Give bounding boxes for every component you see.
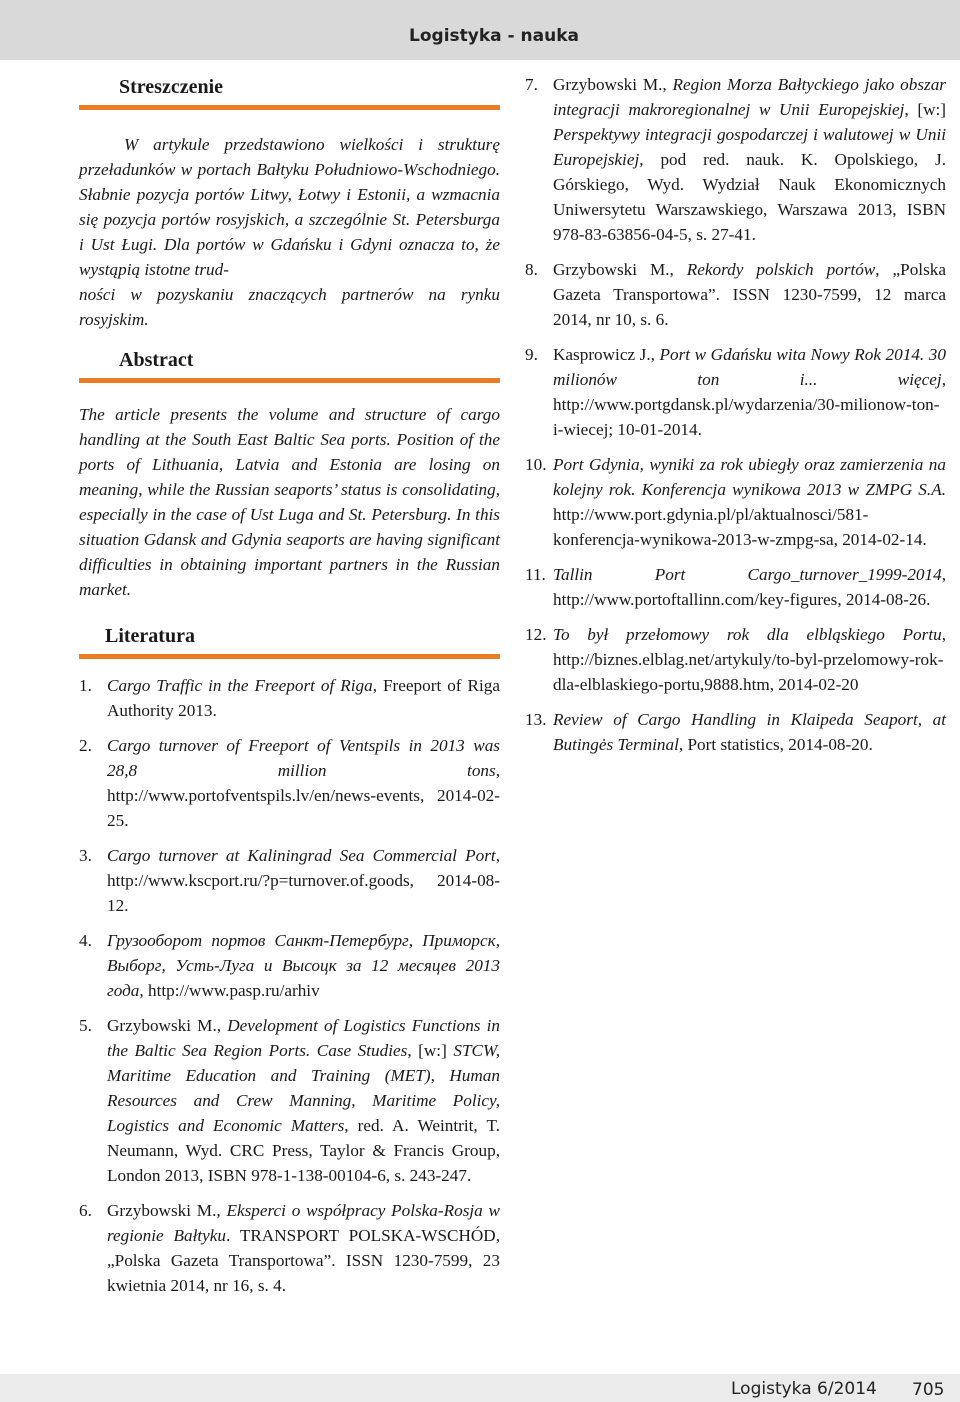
reference-text: , http://www.portoftallinn.com/key-figures, 2014-08-26. — [553, 565, 946, 609]
reference-title: Eksperci o współpracy Polska-Rosja w regionie Bałtyku — [107, 1201, 500, 1245]
reference-text: , red. A. Weintrit, T. Neumann, Wyd. CRC Press, Taylor & Francis Group, London 2013, ISBN 978-1-138-00104-6, s. 243-247. — [107, 1116, 500, 1185]
reference-item — [525, 622, 946, 697]
reference-text: Grzybowski M., — [107, 1201, 227, 1220]
reference-title: Cargo turnover of Freeport of Ventspils in 2013 was 28,8 million tons — [107, 736, 500, 780]
abstract-text: The article presents the volume and structure of cargo handling at the South East Baltic Sea ports. Position of the ports of Lithuania, Latvia and Estonia are losing on meaning, while the Russian seaports’ status is consolidating, especially in the case of Ust Luga and St. Petersburg. In this situation Gdansk and Gdynia seaports are having significant difficulties in obtaining important partners in the Russian market. — [79, 405, 500, 599]
reference-item — [79, 673, 500, 723]
reference-number: 7. — [525, 75, 538, 94]
reference-text: , http://www.portofventspils.lv/en/news-events, 2014-02-25. — [107, 761, 500, 830]
reference-number: 1. — [79, 676, 92, 695]
left-column — [79, 70, 500, 1308]
reference-number: 4. — [79, 931, 92, 950]
reference-title: Rekordy polskich portów — [686, 260, 876, 279]
reference-number: 10. — [525, 455, 547, 474]
reference-title: Tallin Port Cargo_turnover_1999-2014 — [553, 565, 942, 584]
reference-number: 12. — [525, 625, 547, 644]
reference-title: Perspektywy integracji gospodarczej i walutowej w Unii Europejskiej — [553, 125, 946, 169]
footer-issue: Logistyka 6/2014 — [731, 1379, 877, 1399]
reference-title: Region Morza Bałtyckiego jako obszar integracji makroregionalnej w Unii Europejskiej — [553, 75, 946, 119]
reference-text: , http://www.portgdansk.pl/wydarzenia/30-milionow-ton-i-wiecej; 10-01-2014. — [553, 370, 946, 439]
reference-title: Port w Gdańsku wita Nowy Rok 2014. 30 milionów ton i... więcej — [553, 345, 946, 389]
page-number: 705 — [912, 1380, 945, 1400]
right-column — [525, 72, 946, 767]
reference-text: , http://biznes.elblag.net/artykuly/to-byl-przelomowy-rok-dla-elblaskiego-portu,9888.htm, 2014-02-20 — [553, 625, 946, 694]
reference-item — [79, 1013, 500, 1188]
reference-item — [525, 257, 946, 332]
abstract-section — [79, 348, 500, 602]
literatura-rule — [79, 654, 500, 659]
reference-number: 6. — [79, 1201, 92, 1220]
reference-item — [79, 733, 500, 833]
reference-item — [525, 707, 946, 757]
reference-title: Port Gdynia, wyniki za rok ubiegły oraz zamierzenia na kolejny rok. Konferencja wynikowa 2013 w ZMPG S.A. — [553, 455, 946, 499]
journal-title: Logistyka - nauka — [409, 26, 579, 46]
reference-number: 8. — [525, 260, 538, 279]
reference-text: . TRANSPORT POLSKA-WSCHÓD, „Polska Gazeta Transportowa”. ISSN 1230-7599, 23 kwietnia 2014, nr 16, s. 4. — [107, 1226, 500, 1295]
reference-text: Grzybowski M., — [553, 260, 687, 279]
reference-text: , http://www.kscport.ru/?p=turnover.of.goods, 2014-08-12. — [107, 846, 500, 915]
reference-text: , Port statistics, 2014-08-20. — [678, 735, 873, 754]
reference-number: 13. — [525, 710, 547, 729]
reference-text: , [w:] — [904, 100, 946, 119]
reference-text: Kasprowicz J., — [553, 345, 660, 364]
reference-title: To był przełomowy rok dla elbląskiego Portu — [553, 625, 942, 644]
abstract-heading: Abstract — [119, 349, 194, 371]
reference-text: , [w:] — [407, 1041, 454, 1060]
reference-number: 5. — [79, 1016, 92, 1035]
reference-number: 3. — [79, 846, 92, 865]
abstract-rule — [79, 378, 500, 383]
reference-title: Cargo Traffic in the Freeport of Riga — [107, 676, 373, 695]
reference-item — [525, 562, 946, 612]
streszczenie-text — [79, 132, 500, 332]
reference-title: Cargo turnover at Kaliningrad Sea Commercial Port — [107, 846, 496, 865]
reference-item — [525, 452, 946, 552]
streszczenie-rule — [79, 105, 500, 110]
reference-title: STCW, Maritime Education and Training (MET), Human Resources and Crew Manning, Maritime Policy, Logistics and Economic Matters — [107, 1041, 500, 1135]
reference-title: Review of Cargo Handling in Klaipeda Seaport, at Butingės Terminal — [553, 710, 946, 754]
reference-number: 9. — [525, 345, 538, 364]
reference-number: 2. — [79, 736, 92, 755]
streszczenie-heading: Streszczenie — [119, 76, 224, 98]
reference-item — [79, 843, 500, 918]
reference-number: 11. — [525, 565, 546, 584]
reference-text: http://www.port.gdynia.pl/pl/aktualnosci/581-konferencja-wynikowa-2013-w-zmpg-sa, 2014-02-14. — [553, 505, 927, 549]
reference-text: Grzybowski M., — [107, 1016, 228, 1035]
streszczenie-text-a: W artykule przedstawiono wielkości i strukturę przeładunków w portach Bałtyku Południowo-Wschodniego. Słabnie pozycja portów Litwy, Łotwy i Estonii, a wzmacnia się pozycja portów rosyjskich, a szczególnie St. Petersburga i Ust Ługi. Dla portów w Gdańsku i Gdyni oznacza to, że wystąpią istotne trud- — [79, 135, 500, 279]
reference-text: Grzybowski M., — [553, 75, 673, 94]
reference-list-left — [79, 673, 500, 1298]
reference-text: , pod red. nauk. K. Opolskiego, J. Górskiego, Wyd. Wydział Nauk Ekonomicznych Uniwersytetu Warszawskiego, Warszawa 2013, ISBN 978-83-63856-04-5, s. 27-41. — [553, 150, 946, 244]
reference-item — [525, 342, 946, 442]
literatura-section — [79, 624, 500, 1298]
reference-item — [79, 928, 500, 1003]
streszczenie-section — [79, 75, 500, 332]
reference-text: , Freeport of Riga Authority 2013. — [107, 676, 500, 720]
reference-item — [525, 72, 946, 247]
reference-text: , „Polska Gazeta Transportowa”. ISSN 1230-7599, 12 marca 2014, nr 10, s. 6. — [553, 260, 946, 329]
reference-text: , http://www.pasp.ru/arhiv — [139, 981, 320, 1000]
reference-list-right — [525, 72, 946, 757]
literatura-heading: Literatura — [105, 625, 195, 647]
streszczenie-text-b: ności w pozyskaniu znaczących partnerów na rynku rosyjskim. — [79, 285, 500, 329]
reference-title: Грузооборот портов Санкт-Петербург, Приморск, Выборг, Усть-Луга и Высоцк за 12 месяцев 2013 года — [107, 931, 500, 1000]
reference-title: Development of Logistics Functions in the Baltic Sea Region Ports. Case Studies — [107, 1016, 500, 1060]
reference-item — [79, 1198, 500, 1298]
